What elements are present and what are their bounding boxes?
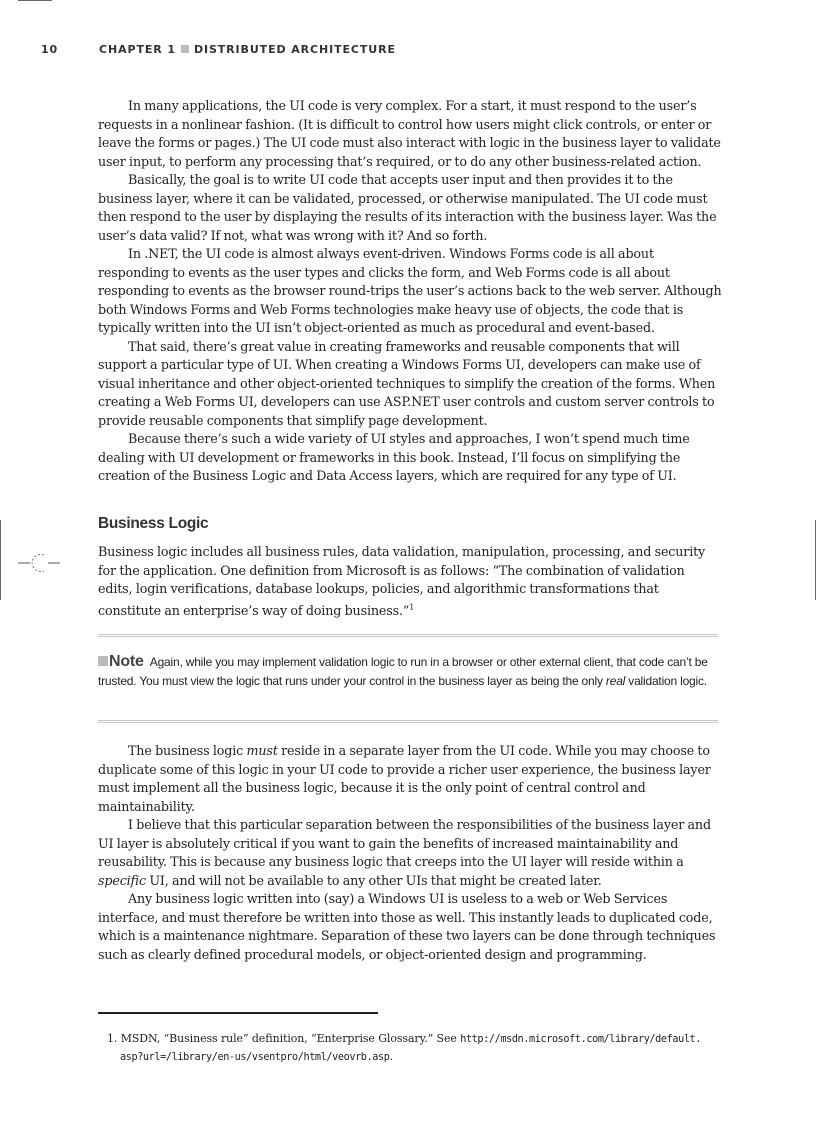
crop-mark-top [18,0,52,1]
intro-text [98,97,722,486]
running-header [41,43,721,59]
section-heading: Business Logic [98,515,209,532]
crop-mark-left [0,520,1,600]
note-square-icon [98,656,108,666]
note-label: Note [109,653,144,670]
paragraph: In many applications, the UI code is very complex. For a start, it must respond to the user’s requests in a nonlinear fashion. (It is difficult to control how users might click controls, or enter or leave the forms or pages.) The UI code must also interact with logic in the business layer to validate user input, to perform any processing that’s required, or to do any other business-related action. [98,98,721,169]
note-rule-top [98,634,718,637]
page-number: 10 [41,43,59,56]
footnote-number: 1. [107,1032,118,1045]
paragraph: Because there’s such a wide variety of UI styles and approaches, I won’t spend much time dealing with UI development or frameworks in this book. Instead, I’ll focus on simplifying the creation of the Business Logic and Data Access layers, which are required for any type of UI. [98,431,690,483]
paragraph: Any business logic written into (say) a Windows UI is useless to a web or Web Services interface, and must therefore be written into those as well. This instantly leads to duplicated code, which is a maintenance nightmare. Separation of these two layers can be done through techniques such as clearly defined procedural models, or object-oriented design and programming. [98,891,716,962]
footnote-rule [98,1012,378,1014]
body-after-note [98,742,722,964]
footnote-url-cont: asp?url=/library/en-us/vsentpro/html/veovrb.asp [120,1052,390,1063]
paragraph: Basically, the goal is to write UI code that accepts user input and then provides it to the business layer, where it can be validated, processed, or otherwise manipulated. The UI code must then respond to the user by displaying the results of its interaction with the business layer. Was the user’s data valid? If not, what was wrong with it? And so forth. [98,172,717,243]
note-rule-bottom [98,720,718,723]
paragraph: That said, there’s great value in creating frameworks and reusable components that will support a particular type of UI. When creating a Windows Forms UI, developers can make use of visual inheritance and other object-oriented techniques to simplify the creation of the forms. When creating a Web Forms UI, developers can use ASP.NET user controls and custom server controls to provide reusable components that simplify page development. [98,338,716,428]
footnote-url: http://msdn.microsoft.com/library/default. [460,1034,702,1045]
separator-square-icon [181,45,189,53]
registration-mark-icon [18,548,62,578]
chapter-title: CHAPTER 1 DISTRIBUTED ARCHITECTURE [99,43,396,56]
paragraph: Business logic includes all business rules, data validation, manipulation, processing, and security for the application. One definition from Microsoft is as follows: “The combination of validation edits, login verifications, database lookups, policies, and algorithmic transformations that constitute an enterprise’s way of doing business.”$^1$ [98,544,706,618]
note-box: Note Again, while you may implement validation logic to run in a browser or other external client, that code can’t be trusted. You must view the logic that runs under your control in the business layer as being the only real validation logic. [98,653,708,688]
paragraph: I believe that this particular separation between the responsibilities of the business layer and UI layer is absolutely critical if you want to gain the benefits of increased maintainability and reusability. This is because any business logic that creeps into the UI layer will reside within a specific UI, and will not be available to any other UIs that might be created later. [98,817,711,888]
paragraph: In .NET, the UI code is almost always event-driven. Windows Forms code is all about responding to events as the user types and clicks the form, and Web Forms code is all about responding to events as the browser round-trips the user’s actions back to the web server. Although both Windows Forms and Web Forms technologies make heavy use of objects, the code that is typically written into the UI isn’t object-oriented as much as procedural and event-based. [98,246,722,335]
paragraph: The business logic must reside in a separate layer from the UI code. While you may choose to duplicate some of this logic in your UI code to provide a richer user experience, the business layer must implement all the business logic, because it is the only point of central control and maintainability. [98,743,711,814]
section-intro [98,543,722,620]
footnote-ref: 1 [409,602,415,612]
footnote: 1. MSDN, “Business rule” definition, “Enterprise Glossary.” See http://msdn.microsoft.com/library/default. asp?url=/library/en-us/vsentpro/html/veovrb.asp. [107,1032,702,1063]
